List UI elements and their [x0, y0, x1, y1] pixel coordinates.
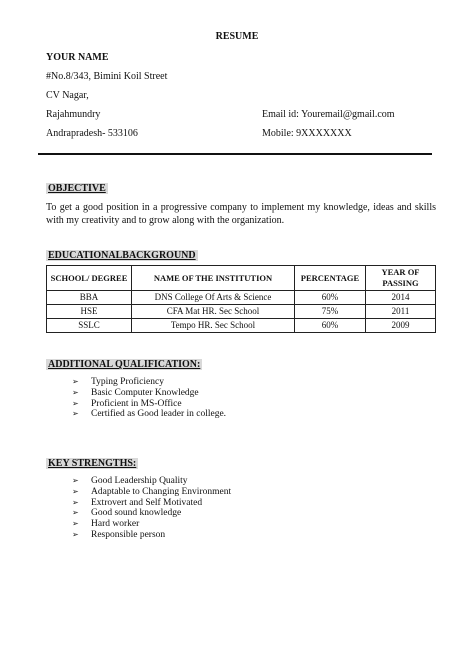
list-item: ➢ Certified as Good leader in college. — [72, 409, 227, 420]
list-item: ➢ Adaptable to Changing Environment — [72, 486, 232, 497]
email-line: Email id: Youremail@gmail.com — [262, 109, 395, 120]
col-header-percentage: PERCENTAGE — [295, 266, 366, 291]
candidate-name: YOUR NAME — [46, 52, 109, 63]
degree-cell: SSLC — [47, 319, 132, 333]
col-header-institution: NAME OF THE INSTITUTION — [132, 266, 295, 291]
arrow-bullet-icon: ➢ — [72, 529, 79, 539]
institution-cell: Tempo HR. Sec School — [132, 319, 295, 333]
education-table — [46, 265, 436, 333]
additional-qualification-list — [72, 377, 226, 420]
institution-cell: DNS College Of Arts & Science — [132, 291, 295, 305]
percentage-cell: 60% — [295, 319, 366, 333]
arrow-bullet-icon: ➢ — [72, 377, 79, 386]
header-divider — [38, 153, 432, 155]
mobile-line: Mobile: 9XXXXXXX — [262, 128, 352, 139]
arrow-bullet-icon: ➢ — [72, 409, 79, 419]
objective-heading: OBJECTIVE — [48, 183, 106, 194]
list-item: ➢ Good Leadership Quality — [72, 476, 188, 486]
arrow-bullet-icon: ➢ — [72, 398, 79, 408]
education-header-row — [47, 266, 436, 291]
key-strengths-list — [72, 476, 231, 541]
list-item: ➢ Hard worker — [72, 519, 140, 530]
table-row — [47, 305, 436, 319]
table-row — [47, 319, 436, 333]
table-row — [47, 291, 436, 305]
list-item: ➢ Typing Proficiency — [72, 377, 164, 387]
list-item: ➢ Basic Computer Knowledge — [72, 387, 199, 398]
list-item: ➢ Responsible person — [72, 529, 166, 540]
address-line-1: #No.8/343, Bimini Koil Street — [46, 71, 168, 82]
degree-cell: HSE — [47, 305, 132, 319]
arrow-bullet-icon: ➢ — [72, 519, 79, 529]
arrow-bullet-icon: ➢ — [72, 508, 79, 518]
percentage-cell: 60% — [295, 291, 366, 305]
year-cell: 2011 — [366, 305, 436, 319]
col-header-school: SCHOOL/ DEGREE — [47, 266, 132, 291]
objective-text: To get a good position in a progressive company to implement my knowledge, ideas and skills with my creativity and to grow along with the organization. — [46, 202, 436, 226]
arrow-bullet-icon: ➢ — [72, 486, 79, 496]
year-cell: 2014 — [366, 291, 436, 305]
resume-title: RESUME — [215, 31, 259, 42]
arrow-bullet-icon: ➢ — [72, 476, 79, 485]
list-item: ➢ Good sound knowledge — [72, 508, 182, 519]
list-item: ➢ Proficient in MS-Office — [72, 398, 182, 409]
percentage-cell: 75% — [295, 305, 366, 319]
institution-cell: CFA Mat HR. Sec School — [132, 305, 295, 319]
address-line-3: Rajahmundry — [46, 109, 101, 120]
address-line-2: CV Nagar, — [46, 90, 89, 101]
key-strengths-heading: KEY STRENGTHS: — [48, 458, 137, 469]
arrow-bullet-icon: ➢ — [72, 387, 79, 397]
address-line-4: Andrapradesh- 533106 — [46, 128, 138, 139]
arrow-bullet-icon: ➢ — [72, 497, 79, 507]
degree-cell: BBA — [47, 291, 132, 305]
education-heading: EDUCATIONALBACKGROUND — [48, 250, 196, 261]
col-header-year: YEAR OF PASSING — [366, 266, 436, 291]
year-cell: 2009 — [366, 319, 436, 333]
list-item: ➢ Extrovert and Self Motivated — [72, 497, 203, 508]
additional-qualification-heading: ADDITIONAL QUALIFICATION: — [48, 359, 201, 370]
